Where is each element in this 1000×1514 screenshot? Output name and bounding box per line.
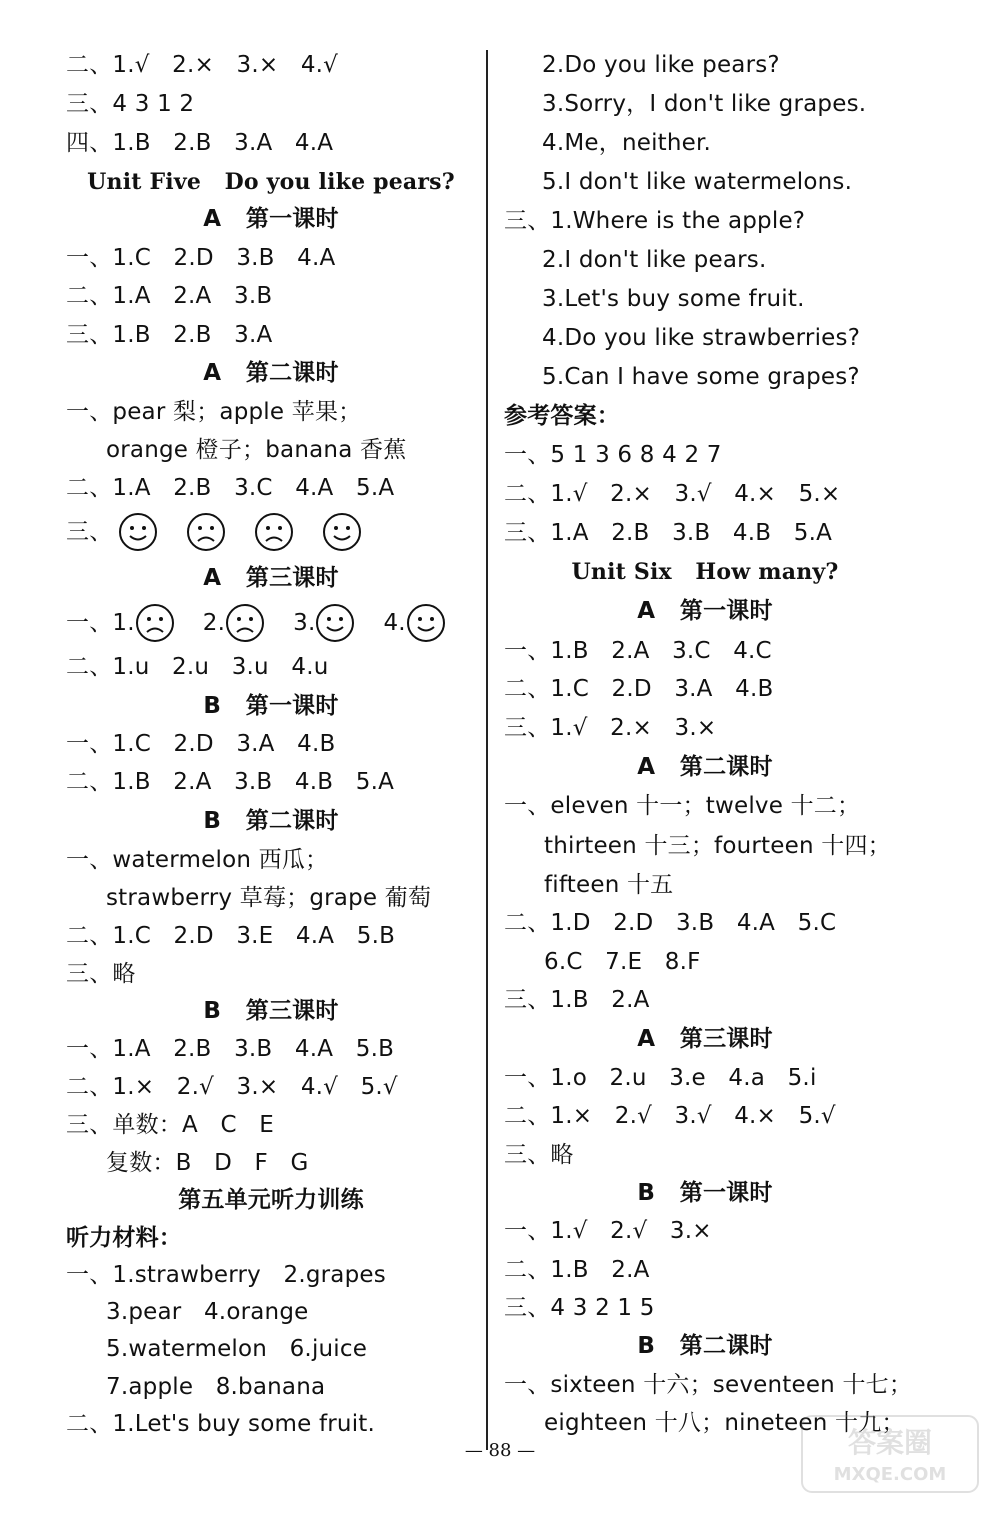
page-number: — 88 — — [464, 1440, 536, 1461]
left-a3-1-label: 一、1. — [66, 610, 135, 636]
left-m1: 一、1.strawberry 2.grapes — [66, 1262, 386, 1288]
left-l1: 二、1.√ 2.× 3.× 4.√ — [66, 52, 339, 78]
right-a3-1: 一、1.o 2.u 3.e 4.a 5.i — [504, 1065, 817, 1091]
left-a1-3: 三、1.B 2.B 3.A — [66, 322, 273, 348]
right-a2-3: 三、1.B 2.A — [504, 987, 650, 1013]
left-m2: 二、1.Let's buy some fruit. — [66, 1411, 376, 1437]
right-b1-1: 一、1.√ 2.√ 3.× — [504, 1218, 712, 1244]
right-a3-2: 二、1.× 2.√ 3.√ 4.× 5.√ — [504, 1103, 836, 1129]
right-a2-1b: thirteen 十三；fourteen 十四； — [544, 833, 891, 859]
smile-face-icon — [322, 512, 362, 552]
left-a1-heading: A 第一课时 — [203, 206, 339, 232]
svg-text:MXQE.COM: MXQE.COM — [833, 1464, 947, 1485]
right-a3-heading: A 第三课时 — [637, 1026, 773, 1052]
left-a1-2: 二、1.A 2.A 3.B — [66, 283, 273, 309]
left-b1-2: 二、1.B 2.A 3.B 4.B 5.A — [66, 769, 395, 795]
left-a2-heading: A 第二课时 — [203, 360, 339, 386]
unit-five-title: Unit Five Do you like pears? — [87, 169, 455, 195]
left-a3-1-n2: 2. — [202, 610, 226, 636]
column-divider — [486, 50, 488, 1450]
left-l2: 三、4 3 1 2 — [66, 91, 195, 117]
right-r2: 3.Sorry，I don't like grapes. — [542, 91, 867, 117]
left-m1d: 7.apple 8.banana — [106, 1374, 326, 1400]
left-a2-3-faces — [66, 512, 362, 552]
right-r6: 2.I don't like pears. — [542, 247, 767, 273]
frown-face-icon — [186, 512, 226, 552]
right-r7: 3.Let's buy some fruit. — [542, 286, 805, 312]
left-a2-1b: orange 橙子；banana 香蕉 — [106, 437, 407, 463]
left-b1-1: 一、1.C 2.D 3.A 4.B — [66, 731, 336, 757]
frown-face-icon — [254, 512, 294, 552]
smile-face-icon — [118, 512, 158, 552]
left-b3-heading: B 第三课时 — [203, 998, 339, 1024]
right-b2-heading: B 第二课时 — [637, 1333, 773, 1359]
watermark-logo — [800, 1414, 980, 1494]
right-r8: 4.Do you like strawberries? — [542, 325, 861, 351]
left-b2-1: 一、watermelon 西瓜； — [66, 847, 329, 873]
frown-face-icon — [135, 603, 175, 643]
right-a2-2: 二、1.D 2.D 3.B 4.A 5.C — [504, 910, 837, 936]
right-a1-2: 二、1.C 2.D 3.A 4.B — [504, 676, 774, 702]
material-label: 听力材料： — [66, 1225, 182, 1251]
right-a2-1c: fifteen 十五 — [544, 872, 674, 898]
right-a2-2b: 6.C 7.E 8.F — [544, 949, 701, 975]
listening-heading: 第五单元听力训练 — [178, 1187, 364, 1213]
left-a2-1: 一、pear 梨；apple 苹果； — [66, 399, 362, 425]
right-a1-heading: A 第一课时 — [637, 598, 773, 624]
right-a1-1: 一、1.B 2.A 3.C 4.C — [504, 638, 772, 664]
right-r9: 5.Can I have some grapes? — [542, 364, 860, 390]
right-ans1: 一、5 1 3 6 8 4 2 7 — [504, 442, 722, 468]
left-b1-heading: B 第一课时 — [203, 693, 339, 719]
left-a3-2: 二、1.u 2.u 3.u 4.u — [66, 654, 329, 680]
left-l3: 四、1.B 2.B 3.A 4.A — [66, 130, 334, 156]
unit-six-title: Unit Six How many? — [571, 559, 839, 585]
smile-face-icon — [315, 603, 355, 643]
right-b1-heading: B 第一课时 — [637, 1180, 773, 1206]
frown-face-icon — [225, 603, 265, 643]
right-a2-heading: A 第二课时 — [637, 754, 773, 780]
left-b3-3: 三、单数：A C E — [66, 1112, 274, 1138]
right-ans3: 三、1.A 2.B 3.B 4.B 5.A — [504, 520, 833, 546]
left-m1c: 5.watermelon 6.juice — [106, 1336, 368, 1362]
left-b3-1: 一、1.A 2.B 3.B 4.A 5.B — [66, 1036, 395, 1062]
right-r5: 三、1.Where is the apple? — [504, 208, 806, 234]
left-b2-heading: B 第二课时 — [203, 808, 339, 834]
right-b2-1: 一、sixteen 十六；seventeen 十七； — [504, 1372, 913, 1398]
right-b1-2: 二、1.B 2.A — [504, 1257, 650, 1283]
right-r1: 2.Do you like pears? — [542, 52, 780, 78]
right-b1-3: 三、4 3 2 1 5 — [504, 1295, 655, 1321]
left-b3-2: 二、1.× 2.√ 3.× 4.√ 5.√ — [66, 1074, 398, 1100]
left-a3-1-faces — [66, 601, 446, 645]
left-b3-3b: 复数：B D F G — [106, 1150, 309, 1176]
right-ans2: 二、1.√ 2.× 3.√ 4.× 5.× — [504, 481, 841, 507]
left-a2-3-label: 三、 — [66, 519, 113, 545]
left-a3-1-n3: 3. — [293, 610, 316, 636]
right-a1-3: 三、1.√ 2.× 3.× — [504, 715, 717, 741]
right-b2-1b: eighteen 十八；nineteen 十九； — [544, 1410, 905, 1436]
left-m1b: 3.pear 4.orange — [106, 1299, 309, 1325]
left-b2-3: 三、略 — [66, 961, 136, 987]
answers-label: 参考答案： — [504, 403, 620, 429]
smile-face-icon — [406, 603, 446, 643]
left-a2-2: 二、1.A 2.B 3.C 4.A 5.A — [66, 475, 395, 501]
left-a3-heading: A 第三课时 — [203, 565, 339, 591]
left-a3-1-n4: 4. — [383, 610, 406, 636]
left-b2-1b: strawberry 草莓；grape 葡萄 — [106, 885, 432, 911]
svg-text:答案圈: 答案圈 — [847, 1426, 933, 1459]
left-b2-2: 二、1.C 2.D 3.E 4.A 5.B — [66, 923, 396, 949]
right-a2-1: 一、eleven 十一；twelve 十二； — [504, 793, 861, 819]
right-a3-3: 三、略 — [504, 1142, 574, 1168]
right-r4: 5.I don't like watermelons. — [542, 169, 853, 195]
right-r3: 4.Me，neither. — [542, 130, 712, 156]
left-a1-1: 一、1.C 2.D 3.B 4.A — [66, 245, 336, 271]
